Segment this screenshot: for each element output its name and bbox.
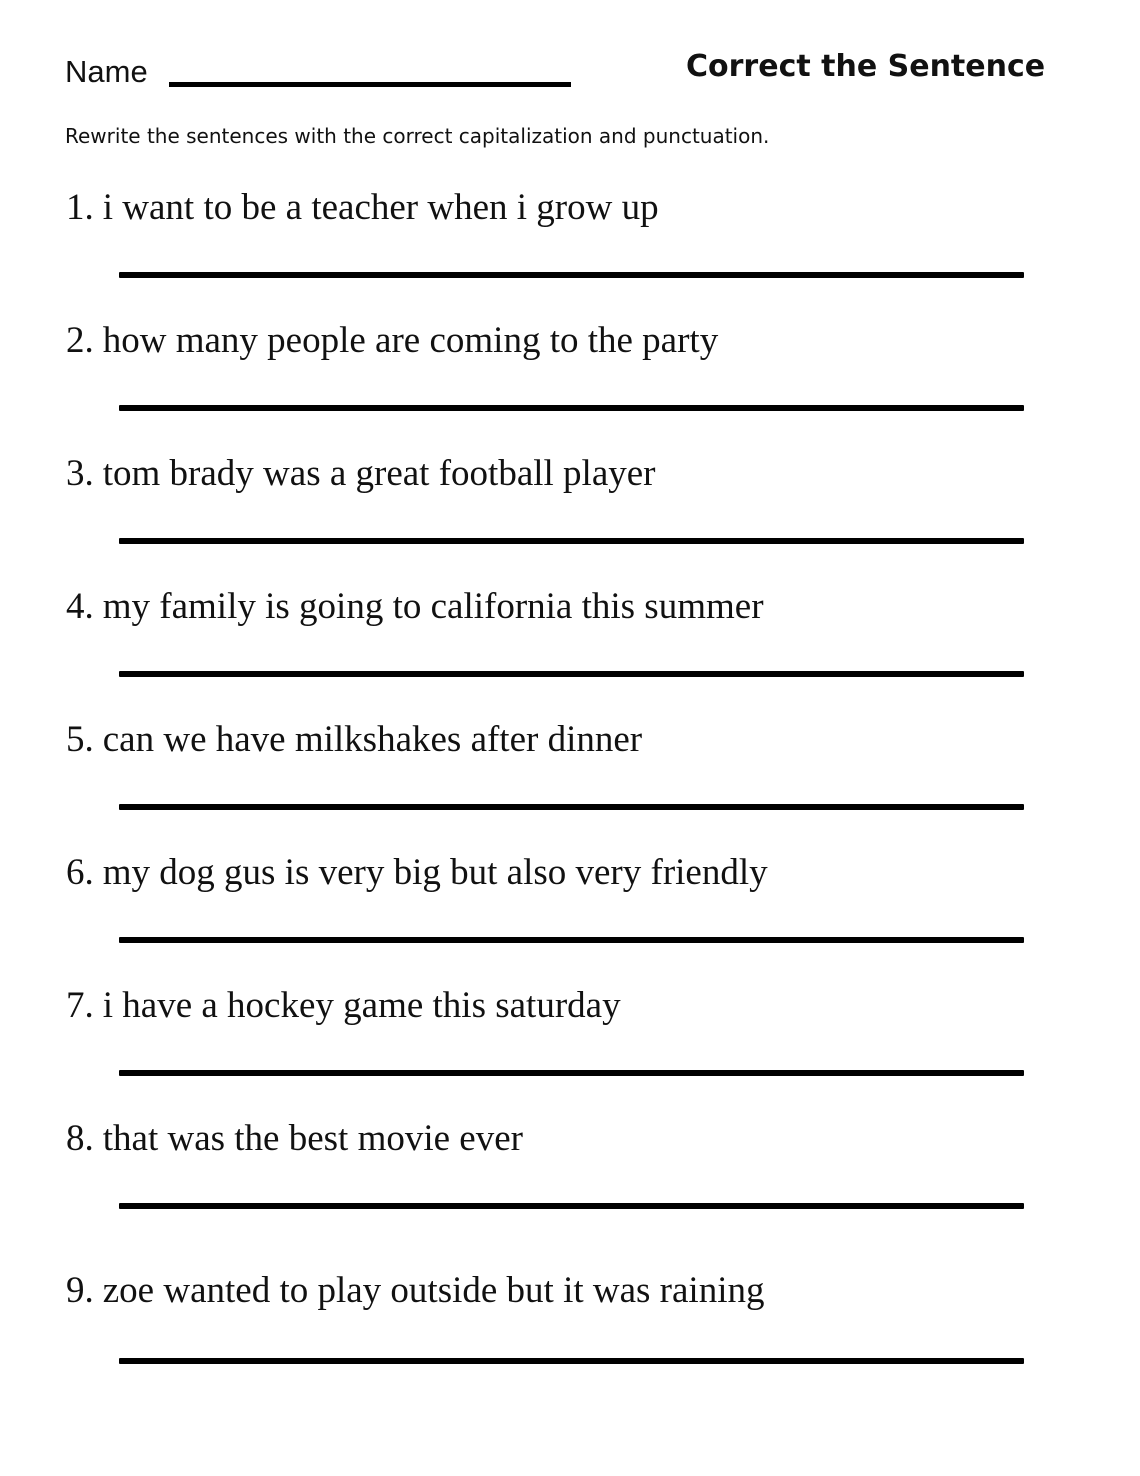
question-text <box>66 185 659 231</box>
question-number: 5. <box>66 719 94 760</box>
question-number: 4. <box>66 586 94 627</box>
answer-line[interactable] <box>119 1203 1024 1209</box>
question-sentence: how many people are coming to the party <box>102 320 719 361</box>
question-text <box>66 451 656 497</box>
question-sentence: that was the best movie ever <box>102 1118 523 1159</box>
question-text <box>66 983 621 1029</box>
question-sentence: i want to be a teacher when i grow up <box>102 187 659 228</box>
question-5 <box>66 717 1066 837</box>
question-9 <box>66 1268 1066 1388</box>
instructions-text: Rewrite the sentences with the correct capitalization and punctuation. <box>65 124 770 148</box>
question-sentence: can we have milkshakes after dinner <box>102 719 643 760</box>
question-8 <box>66 1116 1066 1236</box>
question-sentence: my dog gus is very big but also very friendly <box>102 852 768 893</box>
question-number: 7. <box>66 985 94 1026</box>
question-2 <box>66 318 1066 438</box>
question-number: 6. <box>66 852 94 893</box>
answer-line[interactable] <box>119 1358 1024 1364</box>
answer-line[interactable] <box>119 538 1024 544</box>
answer-line[interactable] <box>119 1070 1024 1076</box>
question-3 <box>66 451 1066 571</box>
answer-line[interactable] <box>119 272 1024 278</box>
question-1 <box>66 185 1066 305</box>
question-6 <box>66 850 1066 970</box>
question-text <box>66 1268 765 1314</box>
question-text <box>66 717 642 763</box>
question-4 <box>66 584 1066 704</box>
question-sentence: zoe wanted to play outside but it was raining <box>102 1270 765 1311</box>
name-label: Name <box>65 54 148 89</box>
worksheet-title: Correct the Sentence <box>686 49 1046 84</box>
question-text <box>66 318 718 364</box>
question-text <box>66 850 768 896</box>
answer-line[interactable] <box>119 937 1024 943</box>
question-sentence: tom brady was a great football player <box>102 453 656 494</box>
question-number: 1. <box>66 187 94 228</box>
question-sentence: i have a hockey game this saturday <box>102 985 621 1026</box>
question-number: 8. <box>66 1118 94 1159</box>
question-sentence: my family is going to california this summer <box>102 586 764 627</box>
question-7 <box>66 983 1066 1103</box>
question-number: 2. <box>66 320 94 361</box>
question-text <box>66 584 764 630</box>
answer-line[interactable] <box>119 671 1024 677</box>
name-input-line[interactable] <box>169 82 571 87</box>
answer-line[interactable] <box>119 405 1024 411</box>
answer-line[interactable] <box>119 804 1024 810</box>
question-number: 9. <box>66 1270 94 1311</box>
question-text <box>66 1116 523 1162</box>
question-number: 3. <box>66 453 94 494</box>
